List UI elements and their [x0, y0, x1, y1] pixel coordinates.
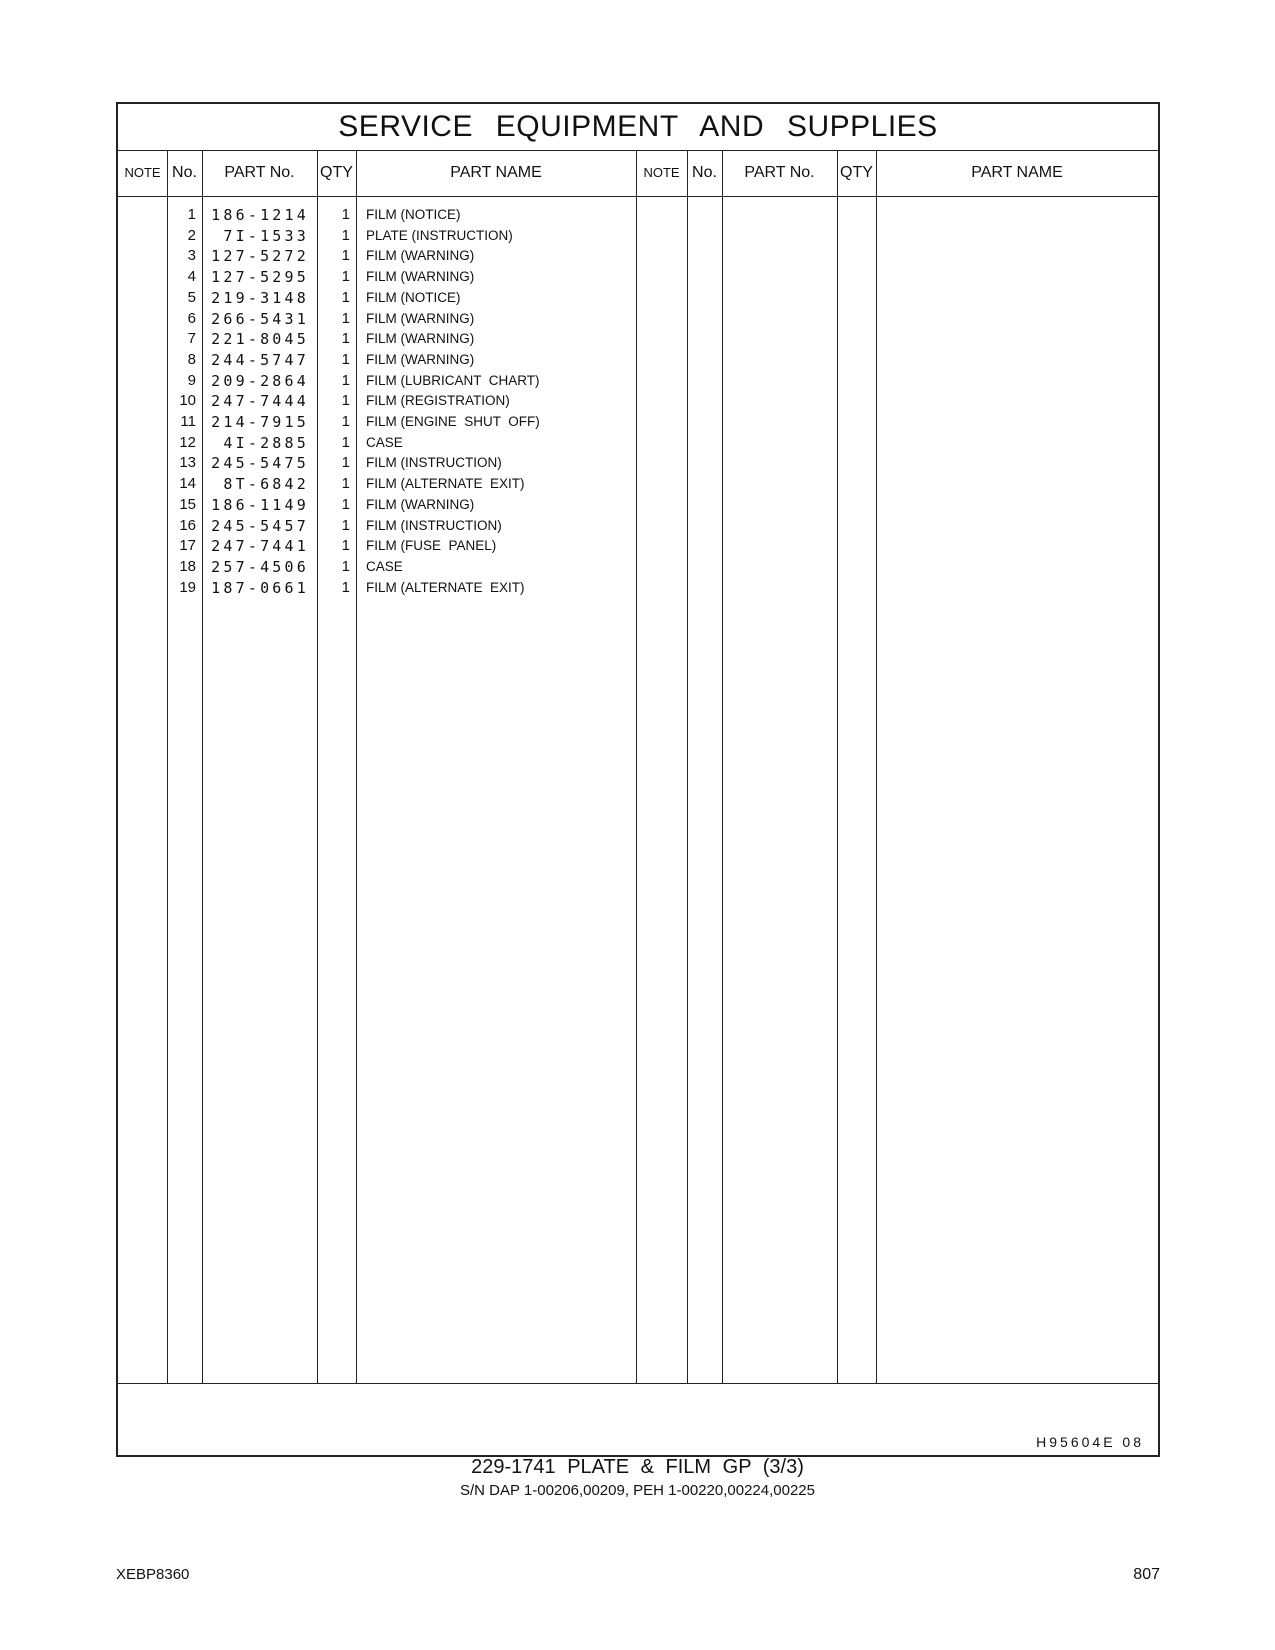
- item-number: 7: [187, 330, 196, 348]
- item-number: 6: [187, 309, 196, 327]
- quantity: 1: [341, 413, 350, 430]
- part-name: PLATE (INSTRUCTION): [366, 227, 513, 243]
- table-row: [118, 310, 636, 332]
- part-name: FILM (FUSE PANEL): [366, 538, 497, 554]
- part-name: FILM (ENGINE SHUT OFF): [366, 414, 540, 429]
- part-name: FILM (WARNING): [366, 248, 475, 264]
- item-number: 14: [179, 475, 196, 493]
- item-number: 3: [187, 247, 196, 265]
- table-row: [118, 392, 636, 414]
- serial-caption: S/N DAP 1-00206,00209, PEH 1-00220,00224,00225: [460, 1482, 815, 1499]
- item-number: 16: [179, 516, 196, 534]
- part-number: 219-3148: [211, 288, 309, 307]
- table-row: [118, 372, 636, 394]
- item-number: 18: [179, 557, 196, 575]
- item-number: 10: [179, 392, 196, 410]
- quantity: 1: [341, 330, 350, 348]
- item-number: 17: [179, 537, 196, 555]
- header-note-left: NOTE: [124, 165, 161, 180]
- item-number: 5: [187, 288, 196, 306]
- quantity: 1: [341, 537, 350, 555]
- quantity: 1: [341, 371, 350, 389]
- part-number: 221-8045: [211, 330, 309, 349]
- part-name: FILM (WARNING): [366, 310, 475, 326]
- table-row: [118, 517, 636, 539]
- header-part-name-left: PART NAME: [450, 164, 542, 181]
- column-divider: [876, 150, 877, 1383]
- part-number: 244-5747: [211, 350, 309, 369]
- item-number: 4: [187, 268, 196, 286]
- item-number: 12: [179, 433, 196, 451]
- column-divider: [722, 150, 723, 1383]
- part-number: 247-7444: [211, 392, 309, 411]
- quantity: 1: [341, 309, 350, 327]
- part-number: 247-7441: [211, 537, 309, 556]
- part-name: FILM (WARNING): [366, 331, 475, 347]
- table-bottom-rule: [118, 1383, 1158, 1384]
- drawing-code: H95604E 08: [1036, 1434, 1144, 1450]
- part-name: FILM (ALTERNATE EXIT): [366, 476, 525, 492]
- header-note-right: NOTE: [643, 165, 680, 180]
- header-no-left: No.: [172, 164, 197, 181]
- table-row: [118, 289, 636, 311]
- item-number: 13: [179, 454, 196, 472]
- header-part-no-left: PART No.: [224, 164, 295, 181]
- part-name: FILM (INSTRUCTION): [366, 517, 502, 533]
- part-number: 4I-2885: [223, 433, 309, 452]
- part-number: 245-5475: [211, 454, 309, 473]
- part-number: 127-5295: [211, 268, 309, 287]
- page-title: SERVICE EQUIPMENT AND SUPPLIES: [118, 104, 1158, 151]
- quantity: 1: [341, 206, 350, 223]
- table-row: [118, 413, 636, 435]
- part-number: 187-0661: [211, 578, 309, 597]
- quantity: 1: [341, 350, 350, 368]
- header-no-right: No.: [692, 164, 717, 181]
- part-name: FILM (WARNING): [366, 351, 475, 367]
- part-number: 257-4506: [211, 557, 309, 576]
- column-divider: [636, 150, 637, 1383]
- part-name: FILM (NOTICE): [366, 289, 461, 305]
- part-name: FILM (INSTRUCTION): [366, 455, 502, 471]
- quantity: 1: [341, 557, 350, 575]
- part-name: CASE: [366, 558, 403, 574]
- document-id: XEBP8360: [116, 1566, 190, 1583]
- part-name: FILM (REGISTRATION): [366, 393, 510, 409]
- item-number: 15: [179, 495, 196, 513]
- part-number: 214-7915: [211, 413, 309, 431]
- table-row: [118, 330, 636, 352]
- item-number: 8: [187, 350, 196, 368]
- item-number: 19: [179, 578, 196, 596]
- quantity: 1: [341, 578, 350, 596]
- column-divider: [687, 150, 688, 1383]
- table-row: [118, 227, 636, 249]
- part-number: 127-5272: [211, 247, 309, 266]
- quantity: 1: [341, 268, 350, 286]
- item-number: 1: [187, 206, 196, 223]
- header-part-name-right: PART NAME: [971, 164, 1063, 181]
- quantity: 1: [341, 226, 350, 244]
- part-name: FILM (NOTICE): [366, 207, 461, 222]
- quantity: 1: [341, 247, 350, 265]
- header-part-no-right: PART No.: [744, 164, 815, 181]
- quantity: 1: [341, 516, 350, 534]
- part-name: FILM (ALTERNATE EXIT): [366, 579, 525, 595]
- item-number: 9: [187, 371, 196, 389]
- quantity: 1: [341, 433, 350, 451]
- page-number: 807: [1133, 1566, 1160, 1583]
- group-caption: 229-1741 PLATE & FILM GP (3/3): [471, 1456, 804, 1478]
- part-number: 186-1149: [211, 495, 309, 514]
- part-name: FILM (LUBRICANT CHART): [366, 372, 540, 388]
- table-row: [118, 268, 636, 290]
- table-row: [118, 579, 636, 601]
- quantity: 1: [341, 454, 350, 472]
- part-number: 8T-6842: [223, 475, 309, 494]
- table-row: [118, 351, 636, 373]
- quantity: 1: [341, 392, 350, 410]
- item-number: 2: [187, 226, 196, 244]
- column-divider: [837, 150, 838, 1383]
- part-name: FILM (WARNING): [366, 496, 475, 512]
- table-row: [118, 558, 636, 580]
- table-row: [118, 454, 636, 476]
- quantity: 1: [341, 288, 350, 306]
- part-number: 266-5431: [211, 309, 309, 328]
- part-number: 209-2864: [211, 371, 309, 390]
- quantity: 1: [341, 495, 350, 513]
- header-qty-left: QTY: [320, 164, 353, 181]
- part-number: 245-5457: [211, 516, 309, 535]
- table-row: [118, 434, 636, 456]
- table-row: [118, 247, 636, 269]
- header-qty-right: QTY: [840, 164, 873, 181]
- part-number: 7I-1533: [223, 226, 309, 245]
- table-row: [118, 206, 636, 228]
- table-row: [118, 475, 636, 497]
- part-name: CASE: [366, 434, 403, 450]
- parts-table-frame: [116, 102, 1160, 1457]
- table-header: [118, 150, 1158, 197]
- quantity: 1: [341, 475, 350, 493]
- table-row: [118, 537, 636, 559]
- item-number: 11: [180, 413, 196, 430]
- table-row: [118, 496, 636, 518]
- part-name: FILM (WARNING): [366, 269, 475, 285]
- part-number: 186-1214: [211, 206, 309, 224]
